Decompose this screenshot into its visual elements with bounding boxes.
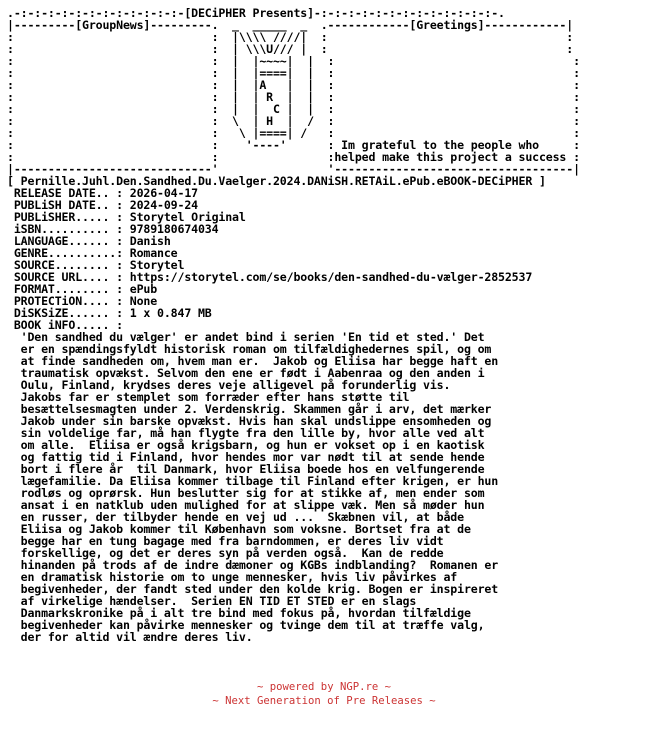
nfo-line: bort i flere år til Danmark, hvor Eliisa boede hos en velfungerende [7,462,485,476]
nfo-line: FORMAT........ : ePub [7,282,158,296]
nfo-line: : : | |~~~~| | : : [7,54,580,68]
nfo-line: Oulu, Finland, krydses deres veje alligevel på forunderlig vis. [7,378,451,392]
nfo-line: om alle. Eliisa er også krigsbarn, og hun er vokset op i en kaotisk [7,438,485,452]
nfo-line: : : '----' : Im grateful to the people who : [7,138,580,152]
nfo-line: BOOK iNFO..... : [7,318,123,332]
nfo-line: og fattig tid i Finland, hvor hendes mor var nødt til at sende hende [7,450,485,464]
nfo-line: SOURCE URL.... : https://storytel.com/se/books/den-sandhed-du-vælger-2852537 [7,270,533,284]
nfo-line: sin voldelige far, må han flygte fra den lille by, hvor alle ved alt [7,426,485,440]
nfo-line: af virkelige hændelser. Serien EN TID ET STED er en slags [7,594,417,608]
nfo-line: : : | \\\U/// | : : [7,42,574,56]
footer-tagline: ~ Next Generation of Pre Releases ~ [212,695,436,707]
nfo-line: : : | | C | | : : [7,102,580,116]
footer-powered-by: ~ powered by NGP.re ~ [257,681,391,693]
nfo-line: ansat i en natklub uden mulighed for at slippe væk. Men så møder hun [7,498,485,512]
nfo-line: Jakobs far er stemplet som forræder efter hans støtte til [7,390,410,404]
nfo-line: rodløs og oprørsk. Hun beslutter sig for at stikke af, men ender som [7,486,485,500]
nfo-line: : : \ | H | / : : [7,114,580,128]
nfo-line: at finde sandheden om, hvem man er. Jakob og Eliisa har begge haft en [7,354,499,368]
nfo-line: DiSKSiZE...... : 1 x 0.847 MB [7,306,212,320]
nfo-line: begivenheder kan påvirke mennesker og tvinge dem til at træffe valg, [7,618,485,632]
footer [0,680,648,708]
nfo-line: [ Pernille.Juhl.Den.Sandhed.Du.Vaelger.2024.DANiSH.RETAiL.ePub.eBOOK-DECiPHER ] [7,174,546,188]
nfo-text-block [7,7,580,643]
nfo-line: GENRE..........: Romance [7,246,178,260]
nfo-line: SOURCE........ : Storytel [7,258,185,272]
nfo-line: LANGUAGE...... : Danish [7,234,171,248]
nfo-line: iSBN.......... : 9789180674034 [7,222,219,236]
nfo-line: Danmarkskronike på i alt tre bind med fokus på, hvordan tilfældige [7,606,471,620]
nfo-line: lægefamilie. Da Eliisa kommer tilbage til Finland efter krigen, er hun [7,474,499,488]
nfo-line: en russer, der tilbyder hende en vej ud ... Skæbnen vil, at både [7,510,464,524]
nfo-line: traumatisk opvækst. Selvom den ene er født i Aabenraa og den anden i [7,366,485,380]
nfo-line: |---------[GroupNews]---------. _ _____ _ .------------[Greetings]------------| [7,18,574,32]
nfo-line: hinanden på trods af de indre dæmoner og KGBs indblanding? Romanen er [7,558,499,572]
nfo-line: en dramatisk historie om to unge mennesker, hvis liv påvirkes af [7,570,458,584]
nfo-line: Eliisa og Jakob kommer til København som voksne. Bortset fra at de [7,522,471,536]
nfo-line: : : | |====| | : : [7,66,580,80]
nfo-line: Jakob under sin barske opvækst. Hvis han skal undslippe ensomheden og [7,414,492,428]
nfo-line: 'Den sandhed du vælger' er andet bind i serien 'En tid et sted.' Det [7,330,485,344]
nfo-line: der for altid vil ændre deres liv. [7,630,253,644]
nfo-line: begivenheder, der fandt sted under den kolde krig. Bogen er inspireret [7,582,499,596]
nfo-line: : : | | R | | : : [7,90,580,104]
nfo-line: : : \ |====| / : : [7,126,580,140]
nfo-line: PUBLiSHER..... : Storytel Original [7,210,246,224]
nfo-line: : : :helped make this project a success : [7,150,580,164]
nfo-line: RELEASE DATE.. : 2026-04-17 [7,186,198,200]
nfo-line: begge har en tung bagage med fra barndommen, er deres liv vidt [7,534,444,548]
nfo-line: : : | |A | | : : [7,78,580,92]
nfo-line: er en spændingsfyldt historisk roman om tilfældighedernes spil, og om [7,342,492,356]
nfo-line: PUBLiSH DATE.. : 2024-09-24 [7,198,198,212]
nfo-line: .-:-:-:-:-:-:-:-:-:-:-:-:-[DECiPHER Presents]-:-:-:-:-:-:-:-:-:-:-:-:-:-. [7,6,505,20]
nfo-line: |-----------------------------' '-----------------------------------| [7,162,580,176]
nfo-line: besættelsesmagten under 2. Verdenskrig. Skammen går i arv, det mærker [7,402,492,416]
nfo-line: PROTECTiON.... : None [7,294,158,308]
nfo-line: forskellige, og det er deres syn på verden også. Kan de redde [7,546,444,560]
nfo-line: : : |\\\\ ////| : : [7,30,574,44]
